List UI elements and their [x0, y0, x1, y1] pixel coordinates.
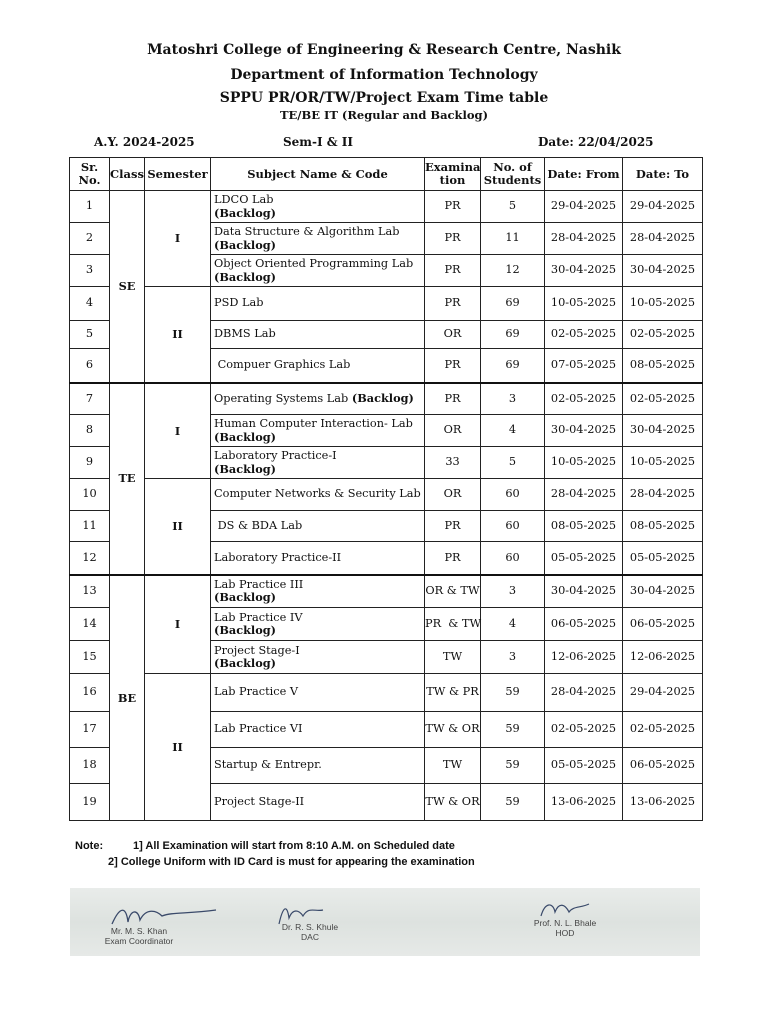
date-to-cell: 28-04-2025: [623, 223, 703, 255]
date-to-cell: 08-05-2025: [623, 511, 703, 542]
date-to-cell: 30-04-2025: [623, 415, 703, 447]
semester-cell-se-i: I: [145, 191, 211, 287]
semester-cell-be-i: I: [145, 575, 211, 674]
exam-cell: TW & PR: [425, 674, 481, 712]
exam-cell: OR: [425, 479, 481, 511]
students-cell: 60: [481, 479, 545, 511]
students-cell: 11: [481, 223, 545, 255]
college-name: Matoshri College of Engineering & Research Centre, Nashik: [147, 42, 621, 58]
sr-cell: 4: [70, 287, 110, 321]
note-item-2: 2] College Uniform with ID Card is must for appearing the examination: [108, 856, 475, 868]
exam-cell: TW & OR: [425, 784, 481, 821]
sr-cell: 18: [70, 748, 110, 784]
date-from-cell: 13-06-2025: [545, 784, 623, 821]
sr-cell: 2: [70, 223, 110, 255]
students-cell: 69: [481, 321, 545, 349]
department-name: Department of Information Technology: [230, 67, 538, 83]
date-to-cell: 29-04-2025: [623, 674, 703, 712]
exam-cell: OR: [425, 321, 481, 349]
date-to-cell: 28-04-2025: [623, 479, 703, 511]
note-item-1: 1] All Examination will start from 8:10 A.M. on Scheduled date: [133, 840, 455, 852]
students-cell: 3: [481, 575, 545, 608]
col-header-exam: Examina tion: [425, 158, 481, 191]
date-from-cell: 06-05-2025: [545, 608, 623, 641]
students-cell: 5: [481, 191, 545, 223]
col-header-to: Date: To: [623, 158, 703, 191]
table-row: [70, 191, 703, 223]
subject-cell: Data Structure & Algorithm Lab (Backlog): [211, 223, 425, 255]
class-cell-se: SE: [110, 191, 145, 383]
date-to-cell: 08-05-2025: [623, 349, 703, 383]
date-from-cell: 30-04-2025: [545, 255, 623, 287]
date-to-cell: 02-05-2025: [623, 321, 703, 349]
date-to-cell: 29-04-2025: [623, 191, 703, 223]
date-from-cell: 05-05-2025: [545, 542, 623, 575]
students-cell: 60: [481, 511, 545, 542]
exam-cell: OR: [425, 415, 481, 447]
exam-timetable: [69, 157, 703, 821]
signature-hod: Prof. N. L. Bhale HOD: [533, 918, 597, 938]
sr-cell: 10: [70, 479, 110, 511]
date-to-cell: 06-05-2025: [623, 608, 703, 641]
exam-cell: PR: [425, 383, 481, 415]
col-header-from: Date: From: [545, 158, 623, 191]
students-cell: 69: [481, 349, 545, 383]
subject-cell: Human Computer Interaction- Lab (Backlog): [211, 415, 425, 447]
exam-cell: TW & OR: [425, 712, 481, 748]
students-cell: 5: [481, 447, 545, 479]
date-from-cell: 02-05-2025: [545, 712, 623, 748]
subject-cell: Laboratory Practice-II: [211, 542, 425, 575]
subject-cell: Laboratory Practice-I (Backlog): [211, 447, 425, 479]
semester-cell-te-i: I: [145, 383, 211, 479]
students-cell: 3: [481, 641, 545, 674]
date-from-cell: 12-06-2025: [545, 641, 623, 674]
signature-exam-coordinator: Mr. M. S. Khan Exam Coordinator: [104, 926, 174, 946]
exam-cell: OR & TW: [425, 575, 481, 608]
students-cell: 59: [481, 712, 545, 748]
sr-cell: 5: [70, 321, 110, 349]
subject-cell: Object Oriented Programming Lab (Backlog): [211, 255, 425, 287]
students-cell: 3: [481, 383, 545, 415]
signature-dac: Dr. R. S. Khule DAC: [281, 922, 339, 942]
sr-cell: 1: [70, 191, 110, 223]
class-cell-te: TE: [110, 383, 145, 575]
semester-cell-be-ii: II: [145, 674, 211, 821]
subject-cell: Compuer Graphics Lab: [211, 349, 425, 383]
students-cell: 12: [481, 255, 545, 287]
subject-cell: Computer Networks & Security Lab: [211, 479, 425, 511]
table-row: [70, 287, 703, 321]
academic-year: A.Y. 2024-2025: [94, 135, 195, 149]
subject-cell: Lab Practice III (Backlog): [211, 575, 425, 608]
col-header-sr: Sr. No.: [70, 158, 110, 191]
class-cell-be: BE: [110, 575, 145, 821]
date-to-cell: 02-05-2025: [623, 383, 703, 415]
exam-cell: PR & TW: [425, 608, 481, 641]
table-row: [70, 674, 703, 712]
exam-cell: 33: [425, 447, 481, 479]
exam-cell: PR: [425, 191, 481, 223]
sr-cell: 16: [70, 674, 110, 712]
col-header-subject: Subject Name & Code: [211, 158, 425, 191]
sr-cell: 13: [70, 575, 110, 608]
signature-band: [70, 888, 700, 956]
date-from-cell: 30-04-2025: [545, 575, 623, 608]
students-cell: 59: [481, 784, 545, 821]
sr-cell: 9: [70, 447, 110, 479]
students-cell: 59: [481, 674, 545, 712]
exam-cell: PR: [425, 255, 481, 287]
date-from-cell: 28-04-2025: [545, 223, 623, 255]
exam-cell: PR: [425, 223, 481, 255]
date-to-cell: 05-05-2025: [623, 542, 703, 575]
sr-cell: 19: [70, 784, 110, 821]
students-cell: 59: [481, 748, 545, 784]
sr-cell: 15: [70, 641, 110, 674]
students-cell: 4: [481, 608, 545, 641]
date-from-cell: 10-05-2025: [545, 287, 623, 321]
subject-cell: Operating Systems Lab (Backlog): [211, 383, 425, 415]
exam-cell: PR: [425, 511, 481, 542]
date-to-cell: 12-06-2025: [623, 641, 703, 674]
students-cell: 69: [481, 287, 545, 321]
date-from-cell: 30-04-2025: [545, 415, 623, 447]
date-from-cell: 07-05-2025: [545, 349, 623, 383]
subject-cell: Lab Practice VI: [211, 712, 425, 748]
semester-cell-se-ii: II: [145, 287, 211, 383]
subject-cell: Startup & Entrepr.: [211, 748, 425, 784]
date-to-cell: 06-05-2025: [623, 748, 703, 784]
sr-cell: 3: [70, 255, 110, 287]
exam-cell: TW: [425, 748, 481, 784]
sr-cell: 14: [70, 608, 110, 641]
table-row: [70, 383, 703, 415]
col-header-class: Class: [110, 158, 145, 191]
date-from-cell: 05-05-2025: [545, 748, 623, 784]
exam-cell: PR: [425, 349, 481, 383]
subject-cell: Lab Practice V: [211, 674, 425, 712]
exam-cell: TW: [425, 641, 481, 674]
students-cell: 60: [481, 542, 545, 575]
subject-cell: Project Stage-II: [211, 784, 425, 821]
date-to-cell: 10-05-2025: [623, 447, 703, 479]
date-to-cell: 13-06-2025: [623, 784, 703, 821]
document-subtitle: TE/BE IT (Regular and Backlog): [279, 108, 489, 122]
date-from-cell: 29-04-2025: [545, 191, 623, 223]
students-cell: 4: [481, 415, 545, 447]
sr-cell: 12: [70, 542, 110, 575]
note-label: Note:: [75, 840, 104, 852]
subject-cell: DS & BDA Lab: [211, 511, 425, 542]
col-header-students: No. of Students: [481, 158, 545, 191]
col-header-semester: Semester: [145, 158, 211, 191]
date-from-cell: 28-04-2025: [545, 674, 623, 712]
date-from-cell: 08-05-2025: [545, 511, 623, 542]
document-title: SPPU PR/OR/TW/Project Exam Time table: [219, 90, 549, 106]
exam-cell: PR: [425, 287, 481, 321]
exam-cell: PR: [425, 542, 481, 575]
document-date: Date: 22/04/2025: [538, 135, 654, 149]
date-from-cell: 28-04-2025: [545, 479, 623, 511]
subject-cell: PSD Lab: [211, 287, 425, 321]
sr-cell: 17: [70, 712, 110, 748]
semester-cell-te-ii: II: [145, 479, 211, 575]
table-row: [70, 575, 703, 608]
sr-cell: 6: [70, 349, 110, 383]
sr-cell: 7: [70, 383, 110, 415]
subject-cell: LDCO Lab (Backlog): [211, 191, 425, 223]
subject-cell: Lab Practice IV (Backlog): [211, 608, 425, 641]
date-to-cell: 30-04-2025: [623, 575, 703, 608]
subject-cell: Project Stage-I (Backlog): [211, 641, 425, 674]
sr-cell: 8: [70, 415, 110, 447]
date-from-cell: 10-05-2025: [545, 447, 623, 479]
date-from-cell: 02-05-2025: [545, 383, 623, 415]
sr-cell: 11: [70, 511, 110, 542]
table-row: [70, 479, 703, 511]
date-to-cell: 10-05-2025: [623, 287, 703, 321]
subject-cell: DBMS Lab: [211, 321, 425, 349]
date-to-cell: 30-04-2025: [623, 255, 703, 287]
semester-label: Sem-I & II: [283, 135, 354, 149]
date-to-cell: 02-05-2025: [623, 712, 703, 748]
date-from-cell: 02-05-2025: [545, 321, 623, 349]
